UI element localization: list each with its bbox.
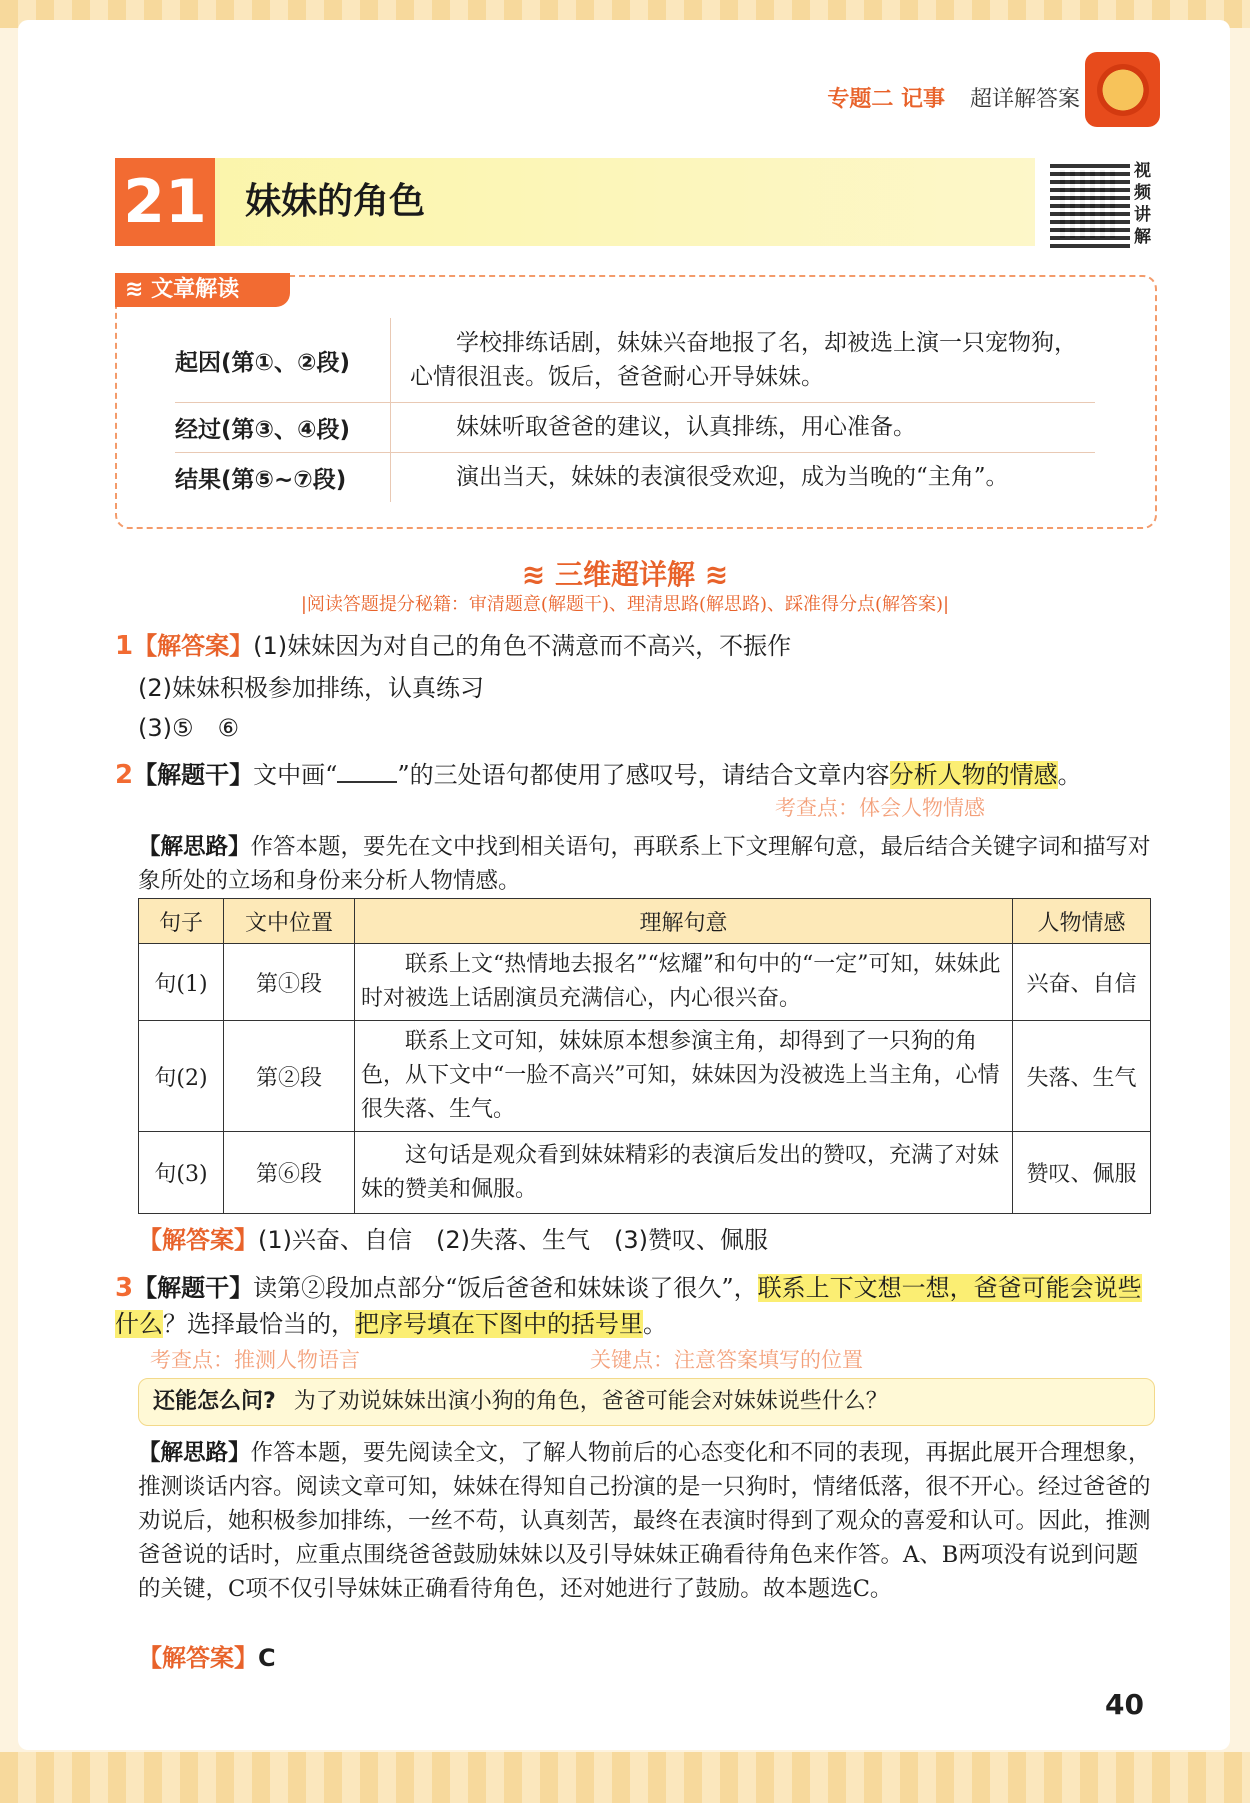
summary-label: 起因(第①、②段) — [175, 318, 391, 402]
summary-tab: ≋ 文章解读 — [115, 273, 290, 307]
table-row: 句(2) 第②段 联系上文可知，妹妹原本想参演主角，却得到了一只狗的角色，从下文中“一脸不高兴”可知，妹妹因为没被选上当主角，心情很失落、生气。 失落、生气 — [139, 1021, 1151, 1132]
summary-row — [175, 452, 1095, 502]
q3-answer-text: C — [258, 1644, 276, 1672]
page-number: 40 — [1105, 1688, 1144, 1721]
summary-text: 演出当天，妹妹的表演很受欢迎，成为当晚的“主角”。 — [456, 464, 1009, 490]
q3-hint-1: 考查点：推测人物语言 — [150, 1348, 360, 1372]
summary-text: 学校排练话剧，妹妹兴奋地报了名，却被选上演一只宠物狗，心情很沮丧。饭后，爸爸耐心开导妹妹。 — [410, 330, 1077, 390]
running-header — [600, 70, 1080, 130]
lesson-number: 21 — [115, 158, 215, 246]
video-label: 视频讲解 — [1134, 161, 1151, 247]
q3-stem-b: ？选择最恰当的， — [163, 1310, 355, 1338]
section-title: ≋ 三维超详解 ≋ — [521, 558, 729, 591]
q3-stem-a: 读第②段加点部分“饭后爸爸和妹妹谈了很久”， — [253, 1274, 758, 1302]
title-bar — [115, 158, 1035, 246]
q3-stem: 3【解题干】读第②段加点部分“饭后爸爸和妹妹谈了很久”，联系上下文想一想，爸爸可能会说些什么？选择最恰当的，把序号填在下图中的括号里。 — [115, 1273, 1142, 1338]
summary-row — [175, 318, 1095, 403]
q2-think — [138, 830, 1153, 898]
q2-think-text: 作答本题，要先在文中找到相关语句，再联系上下文理解句意，最后结合关键字词和描写对象所处的立场和身份来分析人物情感。 — [138, 834, 1151, 894]
answer-tag: 【解答案】 — [133, 632, 254, 660]
th-emotion: 人物情感 — [1013, 899, 1151, 944]
answer-tag: 【解答案】 — [138, 1644, 258, 1672]
summary-label: 结果(第⑤~⑦段) — [175, 452, 391, 502]
summary-text: 妹妹听取爸爸的建议，认真排练，用心准备。 — [456, 414, 916, 440]
answer-tag: 【解答案】 — [138, 1226, 258, 1254]
q3-stem-highlight-2: 把序号填在下图中的括号里 — [355, 1310, 643, 1338]
section-subtitle: |阅读答题提分秘籍：审清题意(解题干)、理清思路(解思路)、踩准得分点(解答案)| — [300, 594, 950, 615]
brand-logo — [1085, 52, 1160, 127]
q3-think-text: 作答本题，要先阅读全文，了解人物前后的心态变化和不同的表现，再据此展开合理想象，推测谈话内容。阅读文章可知，妹妹在得知自己扮演的是一只狗时，情绪低落，很不开心。经过爸爸的劝说后，她积极参加排练，一丝不苟，认真刻苦，最终在表演时得到了观众的喜爱和认可。因此，推测爸爸说的话时，应重点围绕爸爸鼓励妹妹以及引导妹妹正确看待角色来作答。A、B两项没有说到问题的关键，C项不仅引导妹妹正确看待角色，还对她进行了鼓励。故本题选C。 — [138, 1440, 1151, 1602]
q2-stem-a: 文中画“ — [253, 761, 338, 789]
th-position: 文中位置 — [224, 899, 355, 944]
table-row: 句(3) 第⑥段 这句话是观众看到妹妹精彩的表演后发出的赞叹，充满了对妹妹的赞美和佩服。 赞叹、佩服 — [139, 1132, 1151, 1214]
q2-number: 2 — [115, 760, 134, 790]
q1-line2: (2)妹妹积极参加排练，认真练习 — [138, 674, 484, 702]
think-tag: 【解思路】 — [138, 1440, 251, 1466]
q3-stem-highlight-1: 联系上下文想一想，爸爸可能会说些什么 — [115, 1274, 1142, 1338]
ask-text: 为了劝说妹妹出演小狗的角色，爸爸可能会对妹妹说些什么？ — [293, 1389, 888, 1414]
q2-answer — [138, 1222, 1178, 1258]
q2-stem-b: ”的三处语句都使用了感叹号，请结合文章内容 — [397, 761, 890, 789]
summary-row — [175, 402, 1095, 453]
q2-stem: 2【解题干】文中画“ ”的三处语句都使用了感叹号，请结合文章内容分析人物的情感。 — [115, 760, 1082, 790]
q1-answer-line1 — [115, 628, 1155, 664]
think-tag: 【解思路】 — [138, 834, 251, 860]
ask-label: 还能怎么问? — [153, 1389, 276, 1414]
q1-number: 1 — [115, 631, 134, 661]
th-sentence: 句子 — [139, 899, 224, 944]
summary-label: 经过(第③、④段) — [175, 402, 391, 452]
header-topic: 专题二 记事 — [827, 87, 945, 112]
q1-line3: (3)⑤ ⑥ — [138, 714, 240, 742]
q3-hint-2: 关键点：注意答案填写的位置 — [590, 1348, 863, 1372]
q3-answer — [138, 1640, 1178, 1676]
analysis-table — [138, 898, 1151, 1214]
th-meaning: 理解句意 — [355, 899, 1013, 944]
q2-hint: 考查点：体会人物情感 — [775, 796, 985, 820]
alternate-question-box — [138, 1378, 1155, 1426]
stem-tag: 【解题干】 — [133, 761, 254, 789]
bottom-border — [0, 1752, 1250, 1803]
qr-code[interactable] — [1050, 160, 1130, 248]
stem-tag: 【解题干】 — [133, 1274, 254, 1302]
q1-line1: (1)妹妹因为对自己的角色不满意而不高兴，不振作 — [253, 632, 792, 660]
header-subtitle: 超详解答案 — [969, 87, 1080, 112]
q3-number: 3 — [115, 1273, 134, 1303]
q2-stem-highlight: 分析人物的情感 — [889, 761, 1058, 789]
q2-answer-text: (1)兴奋、自信 (2)失落、生气 (3)赞叹、佩服 — [258, 1226, 768, 1254]
q3-think — [138, 1436, 1153, 1606]
lesson-title: 妹妹的角色 — [245, 181, 426, 222]
table-row: 句(1) 第①段 联系上文“热情地去报名”“炫耀”和句中的“一定”可知，妹妹此时对被选上话剧演员充满信心，内心很兴奋。 兴奋、自信 — [139, 944, 1151, 1021]
